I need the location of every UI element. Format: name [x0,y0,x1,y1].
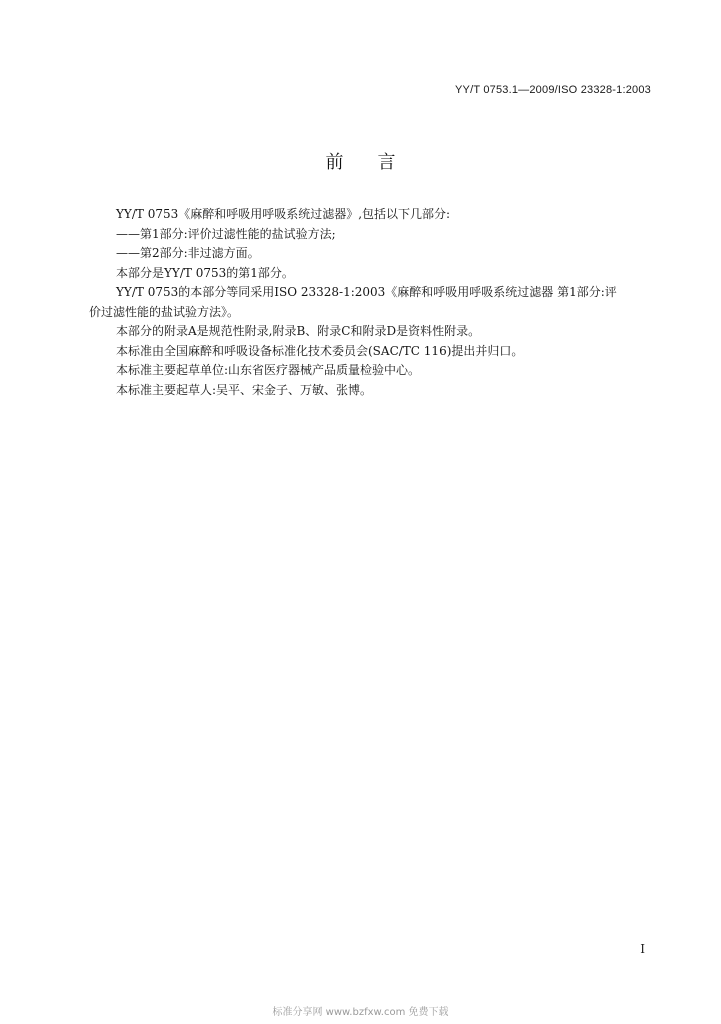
paragraph-equivalence: YY/T 0753的本部分等同采用ISO 23328-1:2003《麻醉和呼吸用呼吸系统过滤器 第1部分:评 [116,285,617,299]
foreword-body [89,205,656,400]
paragraph-intro: YY/T 0753《麻醉和呼吸用呼吸系统过滤器》,包括以下几部分: [116,207,451,221]
page-title: 前言 [325,152,430,173]
paragraph-this-part: 本部分是YY/T 0753的第1部分。 [116,265,294,280]
paragraph-part-1: ——第1部分:评价过滤性能的盐试验方法; [116,226,336,241]
paragraph-equivalence-continued: 价过滤性能的盐试验方法》。 [89,304,240,319]
paragraph-drafters: 本标准主要起草人:吴平、宋金子、万敏、张博。 [116,382,373,397]
paragraph-annexes: 本部分的附录A是规范性附录,附录B、附录C和附录D是资料性附录。 [116,324,481,338]
paragraph-drafting-unit: 本标准主要起草单位:山东省医疗器械产品质量检验中心。 [116,363,421,377]
paragraph-proposer: 本标准由全国麻醉和呼吸设备标准化技术委员会(SAC/TC 116)提出并归口。 [116,343,524,358]
paragraph-part-2: ——第2部分:非过滤方面。 [116,246,260,260]
footer-watermark: 标准分享网 www.bzfxw.com 免费下载 [272,1007,449,1018]
page-number: I [640,942,645,956]
standard-number: YY/T 0753.1—2009/ISO 23328-1:2003 [455,84,651,96]
